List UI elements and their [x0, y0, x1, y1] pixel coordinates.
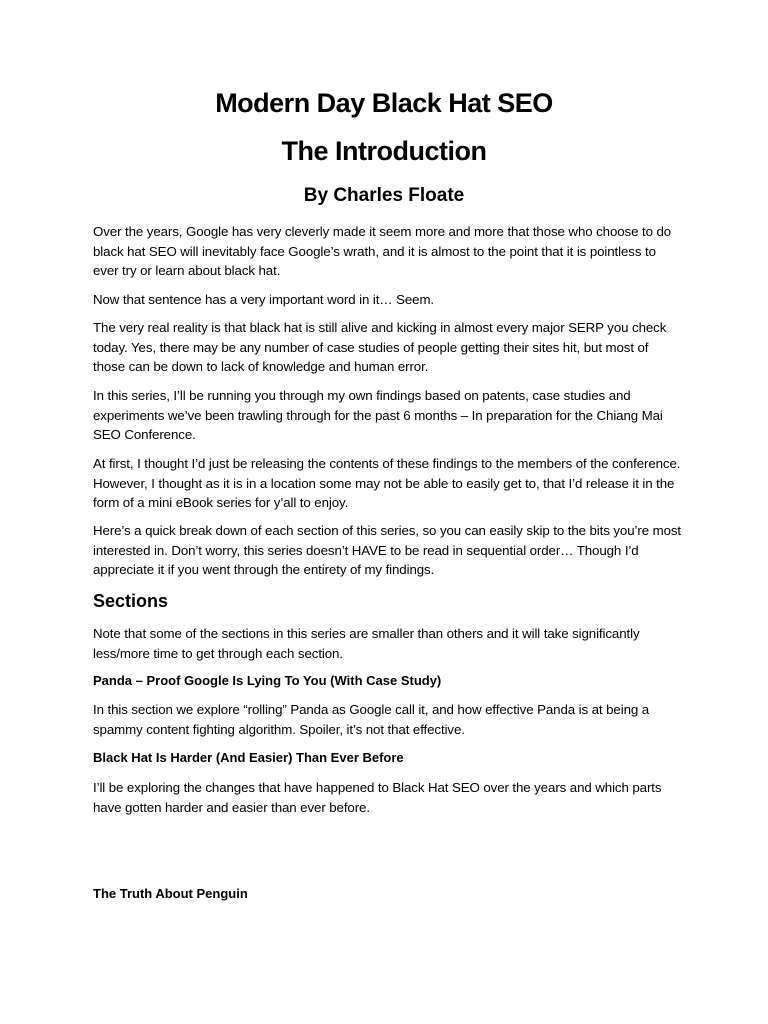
document-byline: By Charles Floate [303, 185, 465, 206]
sections-intro: Note that some of the sections in this series are smaller than others and it will take significantly less/more time to get through each section. [93, 626, 640, 661]
section-text-panda: In this section we explore “rolling” Panda as Google call it, and how effective Panda is at being a spammy content fighting algorithm. Spoiler, it’s not that effective. [93, 702, 650, 737]
document-title: Modern Day Black Hat SEO [215, 88, 553, 118]
paragraph-intro-3: The very real reality is that black hat is still alive and kicking in almost every major SERP you check today. Yes, there may be any number of case studies of people getting their sites hit, but most of those can be down to lack of knowledge and human error. [93, 320, 667, 374]
paragraph-intro-1: Over the years, Google has very cleverly made it seem more and more that those who choose to do black hat SEO will inevitably face Google’s wrath, and it is almost to the point that it is pointless to ever try or learn about black hat. [93, 224, 672, 278]
paragraph-intro-5: At first, I thought I’d just be releasing the contents of these findings to the members of the conference. However, I thought as it is in a location some may not be able to easily get to, that I’d release it in the form of a mini eBook series for y’all to enjoy. [93, 456, 681, 510]
section-title-panda: Panda – Proof Google Is Lying To You (With Case Study) [93, 673, 442, 688]
document-subtitle: The Introduction [281, 136, 487, 166]
section-text-black-hat: I’ll be exploring the changes that have happened to Black Hat SEO over the years and which parts have gotten harder and easier than ever before. [93, 780, 662, 815]
paragraph-intro-2: Now that sentence has a very important word in it… Seem. [93, 292, 435, 307]
paragraph-intro-6: Here’s a quick break down of each section of this series, so you can easily skip to the bits you’re most interested in. Don’t worry, this series doesn’t HAVE to be read in sequential order… Though I’d appreciate it if you went through the entirety of my findings. [93, 523, 682, 577]
paragraph-intro-4: In this series, I’ll be running you through my own findings based on patents, case studies and experiments we’ve been trawling through for the past 6 months – In preparation for the Chiang Mai SEO Conference. [93, 388, 663, 442]
section-title-black-hat: Black Hat Is Harder (And Easier) Than Ever Before [93, 750, 404, 765]
section-title-penguin: The Truth About Penguin [93, 886, 248, 901]
sections-heading: Sections [93, 591, 169, 611]
